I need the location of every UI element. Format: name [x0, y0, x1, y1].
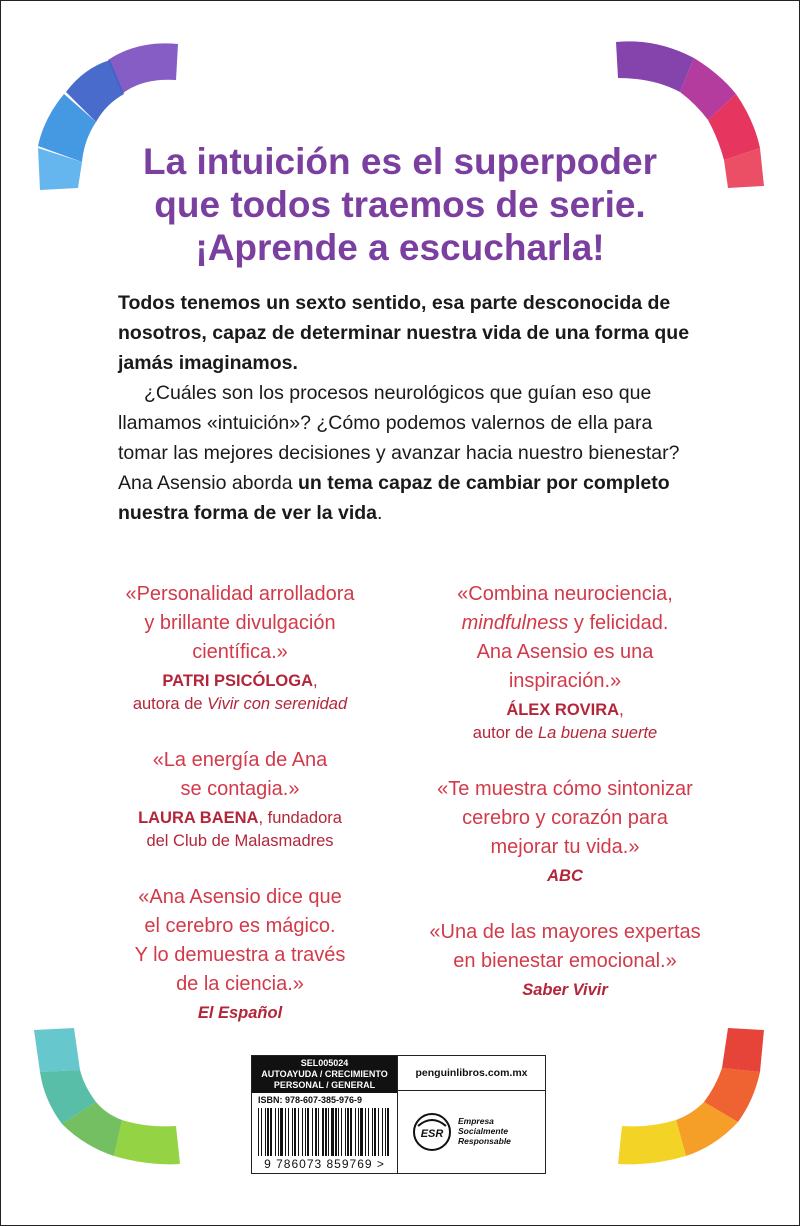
quote-line: en bienestar emocional.»	[453, 950, 677, 972]
quote-line: y brillante divulgación	[144, 612, 336, 634]
headline	[0, 140, 800, 269]
quote-line: cerebro y corazón para	[462, 807, 668, 829]
quote-line: «Personalidad arrolladora	[125, 583, 355, 605]
synopsis-paragraph-1: Todos tenemos un sexto sentido, esa parte desconocida de nosotros, capaz de determinar nuestra vida de una forma que jamás imaginamos.	[118, 292, 690, 374]
quote-line: «Ana Asensio dice que	[138, 886, 342, 908]
quote-line: «La energía de Ana	[152, 749, 328, 771]
synopsis-p2-emphasis: un tema capaz de cambiar por completo nuestra forma de ver la vida	[118, 472, 670, 524]
esr-badge	[412, 1110, 542, 1160]
headline-line-1: La intuición es el superpoder	[143, 141, 657, 182]
quote-line: se contagia.»	[180, 778, 300, 800]
quote-source: El Español	[197, 1004, 283, 1022]
quote-line: y felicidad.	[568, 612, 669, 634]
quote-author: PATRI PSICÓLOGA	[162, 672, 314, 690]
quote-role-prefix: autor de	[472, 724, 538, 742]
headline-line-3: ¡Aprende a escucharla!	[195, 227, 605, 268]
headline-line-2: que todos traemos de serie.	[154, 184, 646, 225]
quote-role: del Club de Malasmadres	[146, 832, 334, 850]
quote-author: ÁLEX ROVIRA	[506, 701, 620, 719]
bisac-code: SEL005024	[300, 1058, 349, 1068]
quote-line: mejorar tu vida.»	[490, 836, 640, 858]
quote-line: inspiración.»	[508, 670, 622, 692]
esr-line: Socialmente	[458, 1126, 509, 1136]
esr-logo-icon	[412, 1112, 452, 1152]
quotes-right-column	[415, 580, 715, 1032]
quote-line: científica.»	[192, 641, 288, 663]
barcode-panel	[252, 1056, 398, 1173]
synopsis-paragraph-2	[118, 378, 690, 528]
synopsis-p2-end: .	[377, 502, 383, 524]
brush-strokes-bottom-right	[600, 1026, 770, 1186]
barcode-digits: 9 786073 859769 >	[264, 1157, 385, 1171]
esr-text	[458, 1116, 511, 1146]
barcode-bars	[256, 1108, 394, 1156]
quote-source: Saber Vivir	[522, 981, 608, 999]
quote-role-work: Vivir con serenidad	[207, 695, 348, 713]
category-header	[252, 1056, 397, 1093]
esr-mark: ESR	[420, 1128, 444, 1140]
publisher-panel	[398, 1056, 545, 1173]
esr-line: Responsable	[458, 1136, 511, 1146]
quote-role-prefix: autora de	[132, 695, 208, 713]
quote-line: «Una de las mayores expertas	[429, 921, 701, 943]
quote-line: Y lo demuestra a través	[134, 944, 346, 966]
isbn-label: ISBN: 978-607-385-976-9	[258, 1095, 363, 1105]
quote-el-espanol	[90, 883, 390, 1025]
esr-line: Empresa	[458, 1116, 494, 1126]
barcode-box	[251, 1055, 546, 1174]
quote-laura	[90, 746, 390, 853]
quote-author-suffix: ,	[313, 672, 318, 690]
quote-author-suffix: ,	[619, 701, 624, 719]
quote-author: LAURA BAENA	[138, 809, 259, 827]
quote-role-work: La buena suerte	[537, 724, 658, 742]
quote-line: el cerebro es mágico.	[144, 915, 336, 937]
quote-line: Ana Asensio es una	[476, 641, 654, 663]
quote-italic-word: mindfulness	[461, 612, 569, 634]
quote-saber-vivir	[415, 918, 715, 1002]
quote-line: «Te muestra cómo sintonizar	[437, 778, 693, 800]
quote-source: ABC	[547, 867, 583, 885]
quote-author-suffix: , fundadora	[258, 809, 342, 827]
quote-alex	[415, 580, 715, 745]
category-line-2: PERSONAL / GENERAL	[273, 1080, 376, 1090]
quote-line: de la ciencia.»	[176, 973, 304, 995]
quote-abc	[415, 775, 715, 888]
synopsis-p2-text: ¿Cuáles son los procesos neurológicos que guían eso que llamamos «intuición»? ¿Cómo podemos valernos de ella para tomar las mejores decisiones y avanzar hacia nuestro bienestar? Ana Asensio aborda	[118, 382, 680, 494]
category-line-1: AUTOAYUDA / CRECIMIENTO	[261, 1069, 388, 1079]
quote-line: «Combina neurociencia,	[457, 583, 673, 605]
synopsis	[118, 288, 690, 528]
publisher-url: penguinlibros.com.mx	[398, 1056, 545, 1091]
quote-patri	[90, 580, 390, 716]
quotes-left-column	[90, 580, 390, 1055]
